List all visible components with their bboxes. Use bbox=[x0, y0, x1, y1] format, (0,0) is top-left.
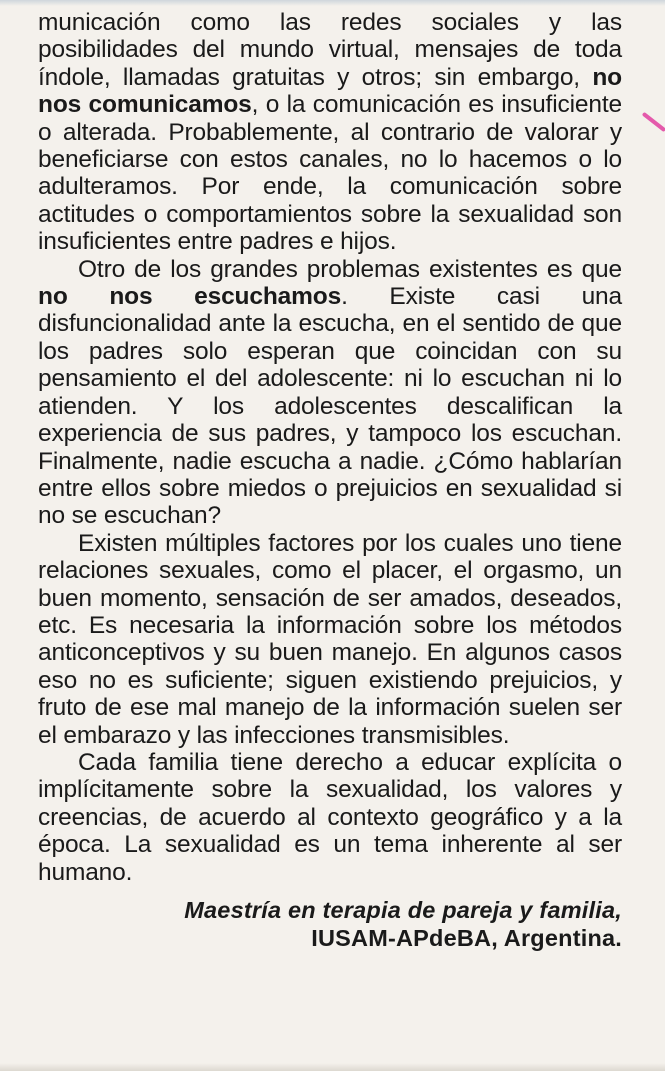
paragraph-4: Cada familia tiene derecho a educar explícita o implícitamente sobre la sexualidad, los valores y creencias, de acuerdo al contexto geográfico y a la época. La sexualidad es un tema inherente al ser humano. bbox=[38, 748, 622, 886]
paragraph-1 bbox=[38, 9, 622, 256]
paragraph-1-text-end: , o la comunicación es insuficiente o alterada. Probablemente, al contrario de valorar y beneficiarse con estos canales, no lo hacemos o lo adulteramos. Por ende, la comunicación sobre actitudes o comportamientos sobre la sexualidad son insuficientes entre padres e hijos. bbox=[38, 91, 622, 256]
paper-bottom-edge bbox=[0, 1063, 665, 1071]
author-signature bbox=[38, 896, 622, 952]
paragraph-1-bold-phrase: no nos comunicamos bbox=[38, 63, 622, 119]
paragraph-2-text-end: . Existe casi una disfuncionalidad ante la escucha, en el sentido de que los padres solo esperan que coincidan con su pensamiento el del adolescente: ni lo escuchan ni lo atienden. Y los adolescentes descalifican la experiencia de sus padres, y tampoco los escuchan. Finalmente, nadie escucha a nadie. ¿Cómo hablarían entre ellos sobre miedos o prejuicios en sexualidad si no se escuchan? bbox=[38, 283, 622, 530]
pink-ink-mark bbox=[642, 112, 665, 132]
paragraph-2 bbox=[38, 256, 622, 530]
paragraph-2-bold-phrase: no nos escuchamos bbox=[38, 283, 342, 311]
signature-institution: IUSAM-APdeBA, Argentina. bbox=[311, 925, 622, 951]
paragraph-3: Existen múltiples factores por los cuales uno tiene relaciones sexuales, como el placer, el orgasmo, un buen momento, sensación de ser amados, deseados, etc. Es necesaria la información sobre los métodos anticonceptivos y su buen manejo. En algunos casos eso no es suficiente; siguen existiendo prejuicios, y fruto de ese mal manejo de la información suelen ser el embarazo y las infecciones transmisibles. bbox=[38, 529, 622, 749]
paragraph-1-text-start: municación como las redes sociales y las posibilidades del mundo virtual, mensajes de toda índole, llamadas gratuitas y otros; sin embargo, bbox=[38, 9, 622, 91]
newspaper-clipping bbox=[38, 0, 622, 1071]
paragraph-2-text-start: Otro de los grandes problemas existentes es que bbox=[78, 255, 622, 283]
signature-affiliation: Maestría en terapia de pareja y familia, bbox=[184, 897, 622, 923]
